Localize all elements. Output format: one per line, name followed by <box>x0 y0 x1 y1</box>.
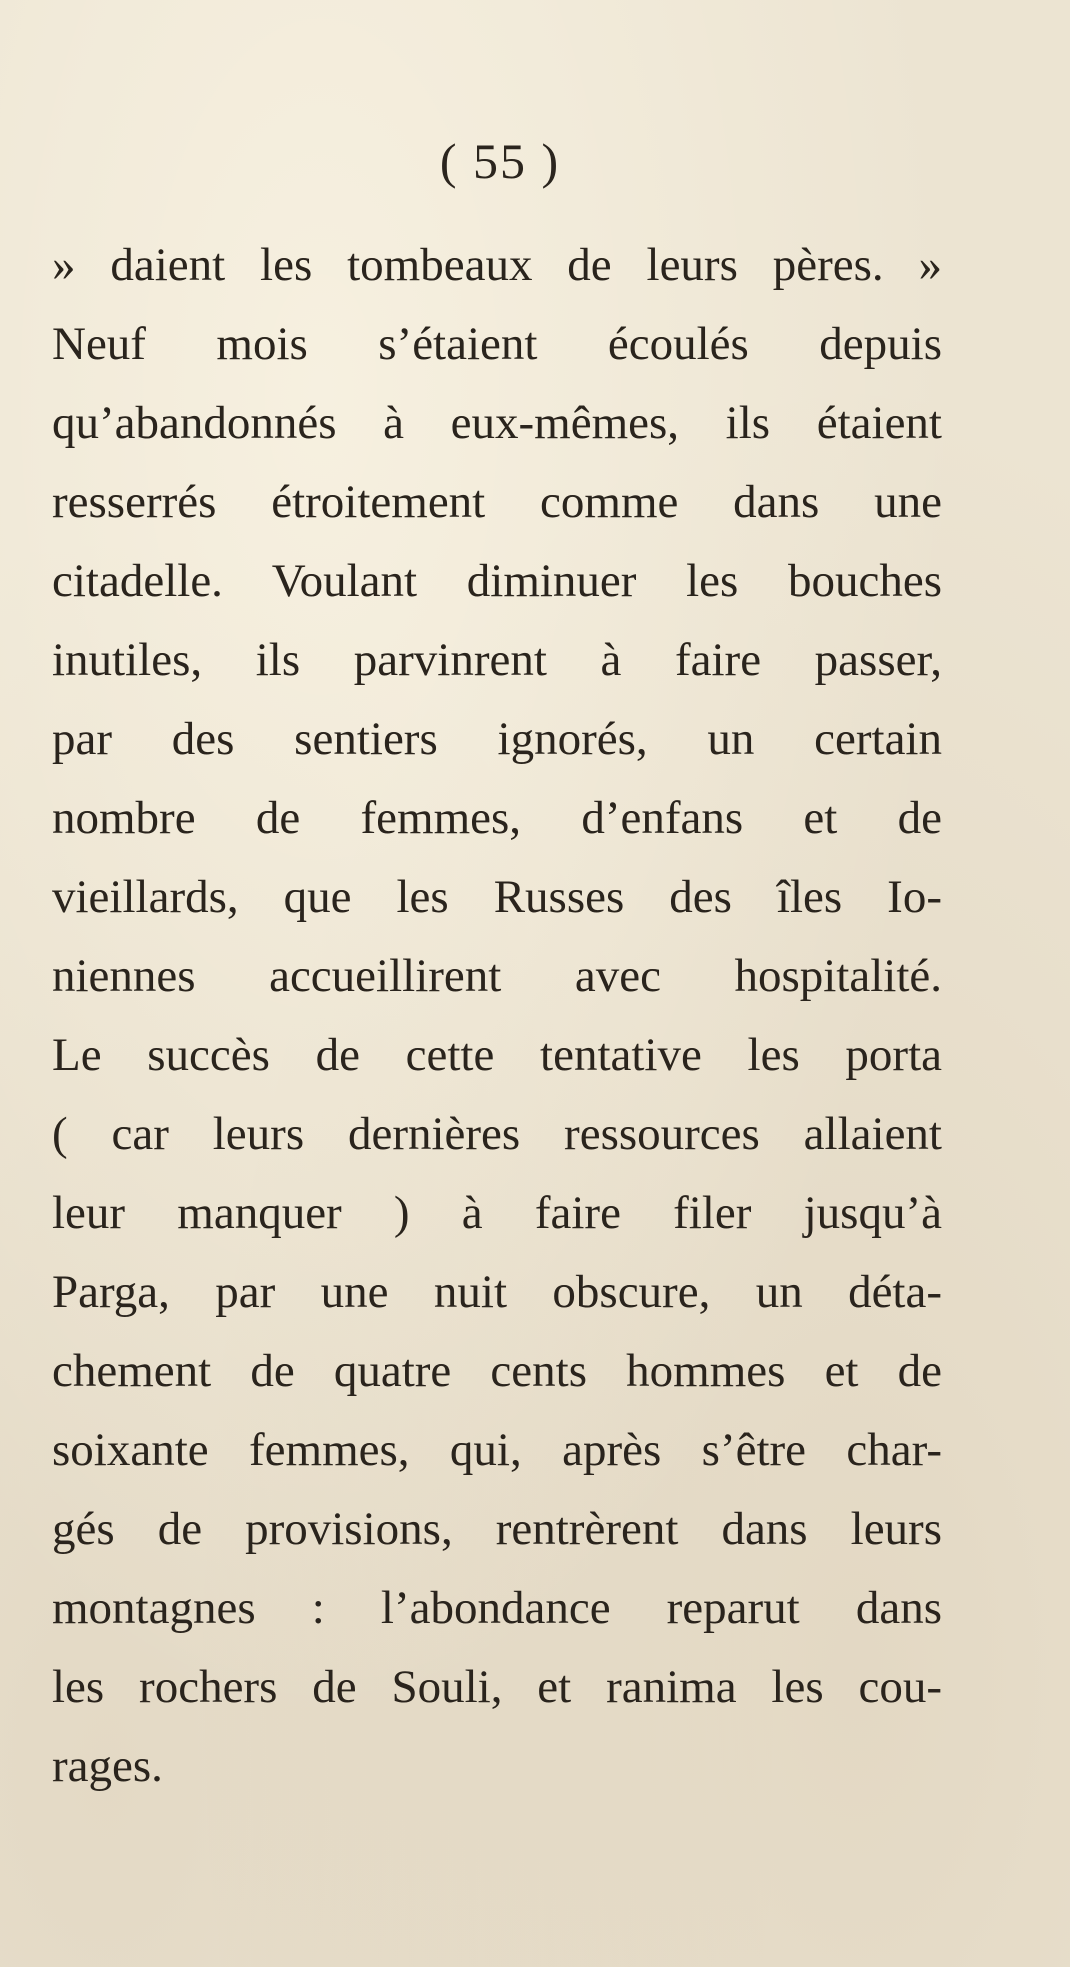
text-line: citadelle. Voulant diminuer les bouches <box>52 555 942 607</box>
text-line: par des sentiers ignorés, un certain <box>52 713 942 765</box>
text-line: inutiles, ils parvinrent à faire passer, <box>52 634 942 686</box>
text-line: Le succès de cette tentative les porta <box>52 1029 942 1081</box>
text-line: » daient les tombeaux de leurs pères. » <box>52 239 942 291</box>
text-line: vieillards, que les Russes des îles Io- <box>52 871 942 923</box>
text-line: gés de provisions, rentrèrent dans leurs <box>52 1503 942 1555</box>
text-line: soixante femmes, qui, après s’être char- <box>52 1424 942 1476</box>
body-text <box>52 226 942 1806</box>
page-number: ( 55 ) <box>439 133 561 189</box>
text-line: leur manquer ) à faire filer jusqu’à <box>52 1187 942 1239</box>
text-line: ( car leurs dernières ressources allaient <box>52 1108 942 1160</box>
text-line: nombre de femmes, d’enfans et de <box>52 792 942 844</box>
text-line: montagnes : l’abondance reparut dans <box>52 1582 942 1634</box>
text-line: qu’abandonnés à eux-mêmes, ils étaient <box>52 397 942 449</box>
text-line: chement de quatre cents hommes et de <box>52 1345 942 1397</box>
text-line: resserrés étroitement comme dans une <box>52 476 942 528</box>
text-line: Neuf mois s’étaient écoulés depuis <box>52 318 942 370</box>
text-line: les rochers de Souli, et ranima les cou- <box>52 1661 942 1713</box>
text-line: niennes accueillirent avec hospitalité. <box>52 950 942 1002</box>
text-line: rages. <box>52 1740 163 1792</box>
text-line: Parga, par une nuit obscure, un déta- <box>52 1266 942 1318</box>
